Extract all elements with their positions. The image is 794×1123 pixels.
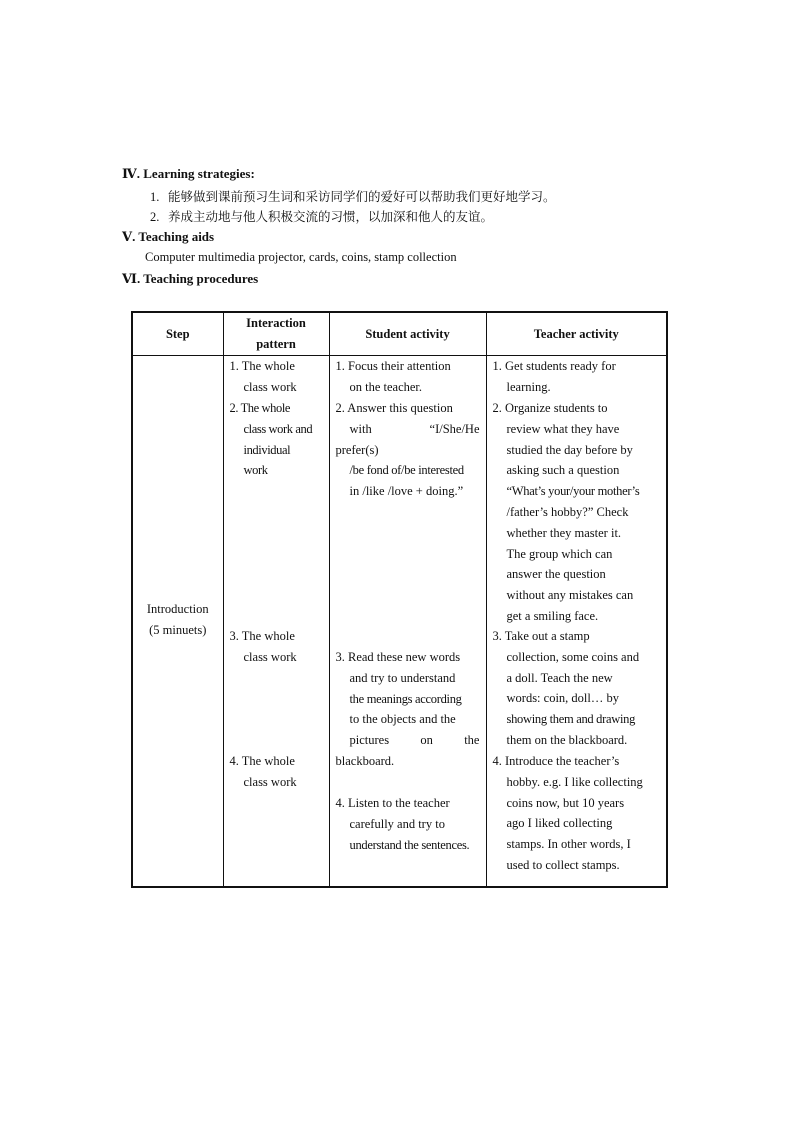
text-word: with (349, 421, 372, 436)
text-line: hobby. e.g. I like collecting (506, 774, 643, 789)
step-name-line1: Introduction (146, 602, 209, 616)
text-line: ago I liked collecting (506, 816, 613, 831)
text-line (336, 730, 480, 751)
text-line: /father’s hobby?” Check (506, 504, 629, 519)
text-line: without any mistakes can (506, 588, 634, 603)
text-line: class work (243, 774, 297, 789)
text-line: in /like /love + doing.” (349, 484, 464, 499)
text-line: 2. The whole (229, 401, 291, 415)
text-line: on the teacher. (349, 379, 423, 394)
section-heading-learning-strategies: Ⅳ. Learning strategies: (122, 166, 255, 181)
text-line: 3. Read these new words (335, 650, 461, 664)
text-line: blackboard. (335, 753, 395, 768)
text-line: asking such a question (506, 463, 620, 478)
teacher-item-2 (493, 398, 661, 627)
interaction-cell (223, 356, 329, 888)
text-line: work (243, 463, 268, 478)
learning-strategy-item (150, 187, 556, 205)
text-line: used to collect stamps. (506, 857, 620, 872)
step-name-line2: (5 minuets) (149, 622, 207, 637)
teaching-procedures-table (131, 311, 668, 888)
text-line: studied the day before by (506, 442, 633, 457)
text-line: 2. Organize students to (492, 401, 608, 415)
text-line: 2. Answer this question (335, 401, 453, 415)
text-line: 3. The whole (229, 629, 295, 643)
text-word: the (464, 733, 480, 748)
student-activity-cell (329, 356, 486, 888)
text-line: class work (243, 649, 297, 664)
text-line: class work (243, 379, 297, 394)
text-line: individual (243, 442, 291, 457)
table-row (132, 356, 667, 888)
section-heading-teaching-aids: Ⅴ. Teaching aids (122, 229, 215, 244)
text-line: 3. Take out a stamp (492, 629, 590, 643)
header-step: Step (132, 312, 223, 356)
header-interaction-line2: pattern (256, 337, 296, 351)
section-heading-teaching-procedures: Ⅵ. Teaching procedures (122, 271, 259, 286)
text-line: 1. Get students ready for (492, 359, 616, 373)
text-line: showing them and drawing (506, 712, 636, 727)
step-name (133, 599, 223, 641)
teacher-item-3 (493, 626, 661, 751)
text-line: and try to understand (349, 670, 456, 685)
text-word: pictures (349, 733, 390, 748)
text-line: 4. The whole (229, 754, 295, 768)
text-line (336, 419, 480, 440)
interaction-item-1 (230, 356, 323, 398)
text-line: a doll. Teach the new (506, 670, 613, 685)
text-line: 4. Listen to the teacher (335, 796, 450, 810)
text-line: “What’s your/your mother’s (506, 484, 640, 499)
text-line: them on the blackboard. (506, 732, 628, 747)
text-line: to the objects and the (349, 712, 456, 727)
text-line: 1. The whole (229, 359, 295, 373)
text-line: whether they master it. (506, 525, 622, 540)
interaction-item-4 (230, 751, 323, 793)
text-line: coins now, but 10 years (506, 795, 625, 810)
item-text: 能够做到课前预习生词和采访同学们的爱好可以帮助我们更好地学习。 (168, 190, 556, 204)
text-line: stamps. In other words, I (506, 837, 631, 852)
text-line: carefully and try to (349, 816, 445, 831)
text-line: prefer(s) (335, 442, 379, 457)
header-teacher-activity: Teacher activity (486, 312, 667, 356)
text-word: “I/She/He (429, 421, 480, 436)
header-student-activity: Student activity (329, 312, 486, 356)
header-interaction-pattern (223, 312, 329, 356)
student-item-3 (336, 647, 480, 772)
teacher-activity-cell (486, 356, 667, 888)
text-line: 1. Focus their attention (335, 359, 451, 373)
text-line: 4. Introduce the teacher’s (492, 754, 620, 768)
teacher-item-4 (493, 751, 661, 876)
text-line: collection, some coins and (506, 649, 640, 664)
interaction-item-2 (230, 398, 323, 481)
text-line: The group which can (506, 546, 613, 561)
item-number: 2. (150, 210, 160, 224)
student-item-4 (336, 793, 480, 855)
text-line: /be fond of/be interested (349, 463, 464, 478)
student-item-1 (336, 356, 480, 398)
interaction-item-3 (230, 626, 323, 668)
table-header-row (132, 312, 667, 356)
item-number: 1. (150, 190, 160, 204)
text-line: learning. (506, 379, 551, 394)
text-line: get a smiling face. (506, 608, 599, 623)
text-line: understand the sentences. (349, 837, 470, 852)
header-interaction-line1: Interaction (246, 316, 306, 331)
teaching-aids-text: Computer multimedia projector, cards, coins, stamp collection (145, 250, 457, 264)
text-line: words: coin, doll… by (506, 691, 619, 706)
step-cell (132, 356, 223, 888)
item-text: 养成主动地与他人积极交流的习惯，以加深和他人的友谊。 (168, 210, 494, 224)
student-item-2 (336, 398, 480, 502)
text-line: class work and (243, 421, 313, 436)
text-line: the meanings according (349, 691, 462, 706)
learning-strategy-item (150, 207, 493, 225)
teacher-item-1 (493, 356, 661, 398)
text-line: answer the question (506, 567, 606, 582)
text-word: on (420, 733, 433, 748)
text-line: review what they have (506, 421, 620, 436)
